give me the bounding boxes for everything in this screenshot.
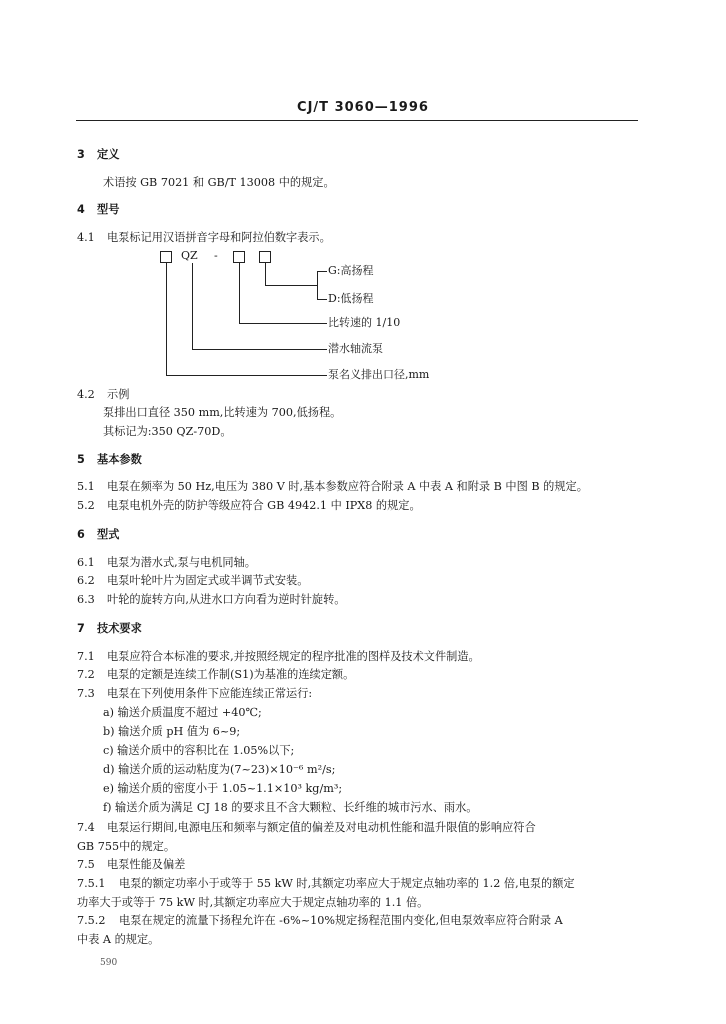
clause-6-2: 6.2 电泵叶轮叶片为固定式或半调节式安装。 — [77, 574, 309, 587]
standard-code-header: CJ/T 3060—1996 — [297, 100, 429, 115]
section-3-heading: 3 定义 — [77, 148, 120, 161]
section-4-heading: 4 型号 — [77, 203, 120, 216]
section-7-heading: 7 技术要求 — [77, 622, 142, 635]
example-line-2: 其标记为:350 QZ-70D。 — [103, 425, 232, 438]
example-line-1: 泵排出口直径 350 mm,比转速为 700,低扬程。 — [103, 406, 342, 419]
speed-box — [233, 251, 245, 263]
condition-e: e) 输送介质的密度小于 1.05~1.1×10³ kg/m³; — [103, 782, 343, 795]
clause-7-5: 7.5 电泵性能及偏差 — [77, 858, 186, 871]
label-speed: 比转速的 1/10 — [328, 316, 401, 329]
condition-a: a) 输送介质温度不超过 +40℃; — [103, 706, 262, 719]
condition-d: d) 输送介质的运动粘度为(7~23)×10⁻⁶ m²/s; — [103, 763, 336, 776]
clause-7-5-1-cont: 功率大于或等于 75 kW 时,其额定功率应大于规定点轴功率的 1.1 倍。 — [77, 896, 429, 909]
clause-7-4-cont: GB 755中的规定。 — [77, 840, 176, 853]
dia-box — [160, 251, 172, 263]
header-rule — [76, 120, 638, 121]
clause-5-1: 5.1 电泵在频率为 50 Hz,电压为 380 V 时,基本参数应符合附录 A 中表 A 和附录 B 中图 B 的规定。 — [77, 480, 588, 493]
clause-5-2: 5.2 电泵电机外壳的防护等级应符合 GB 4942.1 中 IPX8 的规定。 — [77, 499, 421, 512]
dash-label: - — [214, 249, 218, 262]
condition-f: f) 输送介质为满足 CJ 18 的要求且不含大颗粒、长纤维的城市污水、雨水。 — [103, 801, 478, 814]
section-5-heading: 5 基本参数 — [77, 453, 142, 466]
clause-4-2: 4.2 示例 — [77, 388, 130, 401]
clause-7-2: 7.2 电泵的定额是连续工作制(S1)为基准的连续定额。 — [77, 668, 355, 681]
clause-6-1: 6.1 电泵为潜水式,泵与电机同轴。 — [77, 556, 256, 569]
head-box — [259, 251, 271, 263]
clause-7-4: 7.4 电泵运行期间,电源电压和频率与额定值的偏差及对电动机性能和温升限值的影响应符合 — [77, 821, 536, 834]
section-6-heading: 6 型式 — [77, 528, 120, 541]
page-number: 590 — [100, 958, 118, 968]
condition-b: b) 输送介质 pH 值为 6~9; — [103, 725, 241, 738]
clause-7-5-2-cont: 中表 A 的规定。 — [77, 933, 160, 946]
label-g: G:高扬程 — [328, 264, 374, 277]
clause-7-5-2: 7.5.2 电泵在规定的流量下扬程允许在 -6%~10%规定扬程范围内变化,但电泵效率应符合附录 A — [77, 914, 563, 927]
clause-4-1: 4.1 电泵标记用汉语拼音字母和阿拉伯数字表示。 — [77, 231, 331, 244]
label-diameter: 泵名义排出口径,mm — [328, 368, 430, 381]
label-type: 潜水轴流泵 — [328, 342, 383, 355]
condition-c: c) 输送介质中的容积比在 1.05%以下; — [103, 744, 295, 757]
clause-7-5-1: 7.5.1 电泵的额定功率小于或等于 55 kW 时,其额定功率应大于规定点轴功率的 1.2 倍,电泵的额定 — [77, 877, 575, 890]
clause-7-1: 7.1 电泵应符合本标准的要求,并按照经规定的程序批准的图样及技术文件制造。 — [77, 650, 480, 663]
qz-label: QZ — [181, 249, 198, 262]
clause-7-3: 7.3 电泵在下列使用条件下应能连续正常运行: — [77, 687, 313, 700]
label-d: D:低扬程 — [328, 292, 374, 305]
section-3-text: 术语按 GB 7021 和 GB/T 13008 中的规定。 — [103, 176, 335, 189]
clause-6-3: 6.3 叶轮的旋转方向,从进水口方向看为逆时针旋转。 — [77, 593, 346, 606]
